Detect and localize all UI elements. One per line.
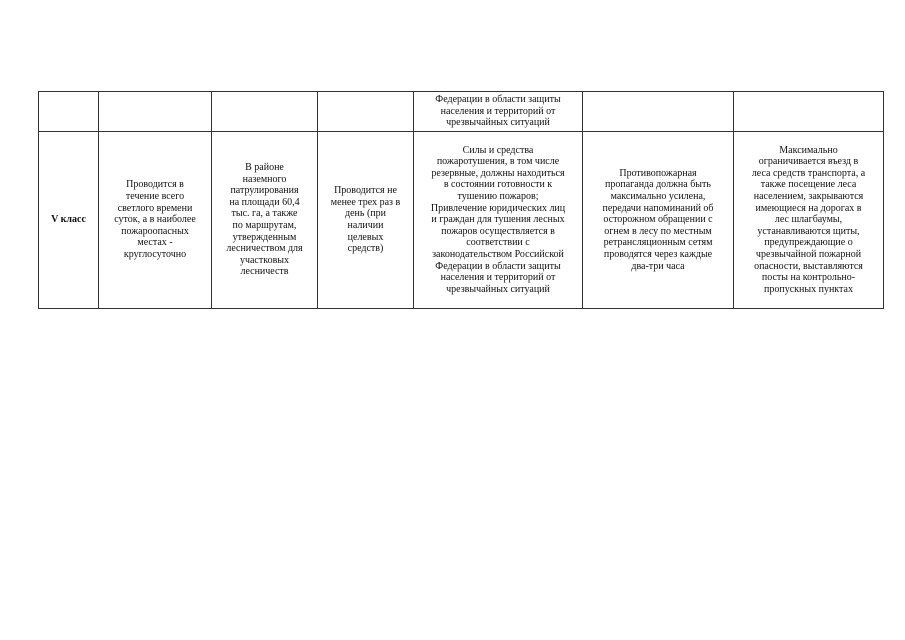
table-cell bbox=[99, 132, 212, 309]
table-cell bbox=[318, 132, 414, 309]
table-row-continuation bbox=[39, 92, 884, 132]
cell-text-access-restrictions: Максимально ограничивается въезд в леса средств транспорта, а также посещение леса населением, закрываются имеющиеся на дорогах в лес шлагбаумы, устанавливаются щиты, предупреждающие о чрезвычайной пожарной опасности, выставляются посты на контрольно- пропускных пунктах bbox=[751, 144, 866, 295]
table-cell bbox=[734, 92, 884, 132]
table-cell bbox=[212, 92, 318, 132]
table-cell bbox=[212, 132, 318, 309]
cell-text-fire-propaganda: Противопожарная пропаганда должна быть максимально усилена, передачи напоминаний об осторожном обращении с огнем в лесу по местным ретрансляционным сетям проводятся через каждые два-три часа bbox=[602, 167, 714, 272]
cell-text-ground-patrol-time: Проводится в течение всего светлого времени суток, а в наиболее пожароопасных местах - круглосуточно bbox=[114, 179, 196, 260]
fire-danger-measures-table bbox=[38, 91, 884, 309]
table-cell bbox=[39, 132, 99, 309]
table-cell bbox=[414, 132, 583, 309]
cell-text-patrol-area: В районе наземного патрулирования на площади 60,4 тыс. га, а также по маршрутам, утвержденным лесничеством для участковых лесничеств bbox=[226, 162, 303, 278]
table-cell bbox=[583, 92, 734, 132]
table-cell bbox=[99, 92, 212, 132]
danger-class-label: V класс bbox=[51, 214, 86, 226]
table-cell bbox=[583, 132, 734, 309]
cell-text-firefighting-forces: Силы и средства пожаротушения, в том числе резервные, должны находиться в состоянии готовности к тушению пожаров; Привлечение юридических лиц и граждан для тушения лесных пожаров осуществляется в соответствии с законодательством Российской Федерации в области защиты населения и территорий от чрезвычайных ситуаций bbox=[430, 144, 566, 295]
table-row-class-v bbox=[39, 132, 884, 309]
cell-text-forces-continuation: Федерации в области защиты населения и территорий от чрезвычайных ситуаций bbox=[435, 94, 561, 129]
cell-text-air-patrol: Проводится не менее трех раз в день (при наличии целевых средств) bbox=[330, 185, 401, 255]
table-cell bbox=[318, 92, 414, 132]
table-cell bbox=[39, 92, 99, 132]
table-cell bbox=[734, 132, 884, 309]
table-cell bbox=[414, 92, 583, 132]
